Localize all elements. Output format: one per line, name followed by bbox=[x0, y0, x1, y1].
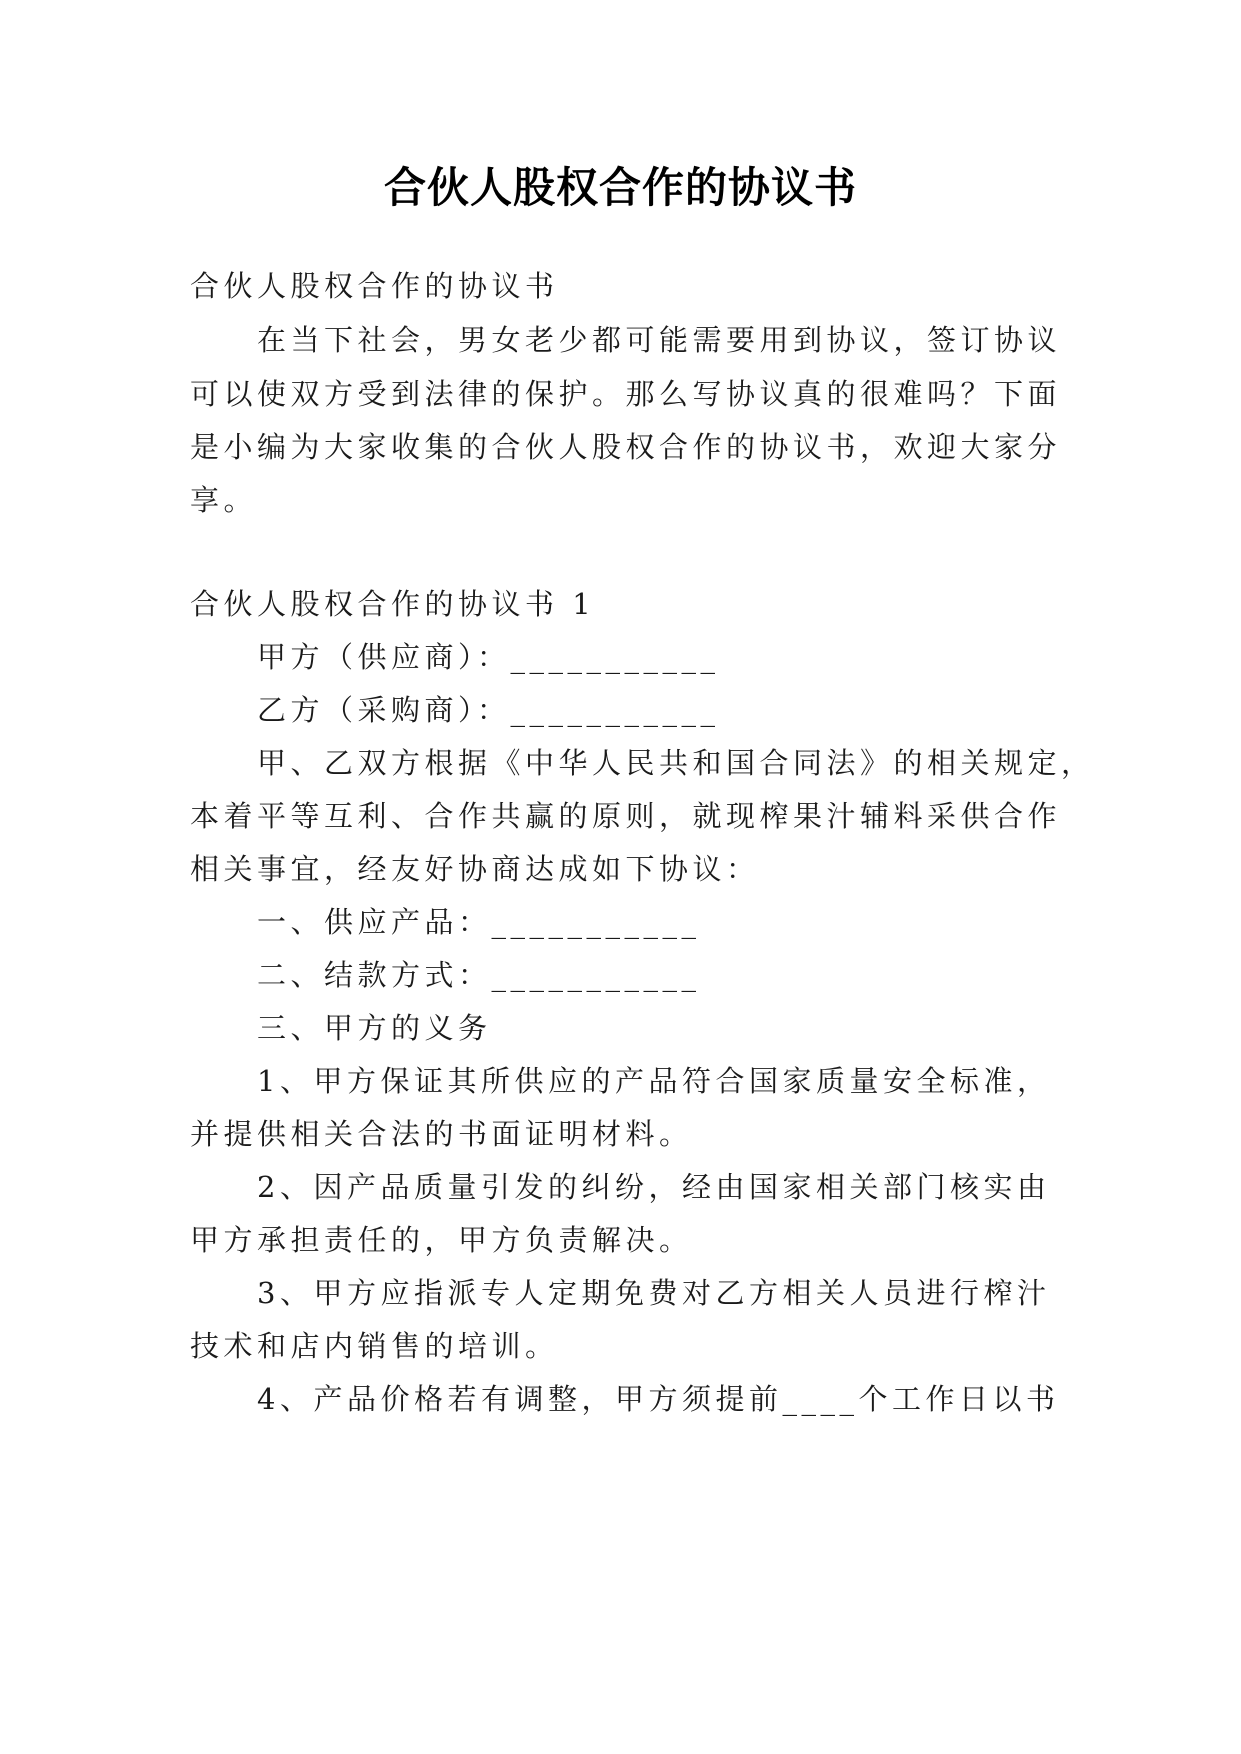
clause-party-a-obligations: 三、甲方的义务 bbox=[257, 1011, 492, 1045]
intro-paragraph-line: 是小编为大家收集的合伙人股权合作的协议书，欢迎大家分 bbox=[190, 430, 1062, 464]
obligation-item-line: 3、甲方应指派专人定期免费对乙方相关人员进行榨汁 bbox=[257, 1276, 1051, 1310]
obligation-item-line: 1、甲方保证其所供应的产品符合国家质量安全标准， bbox=[257, 1064, 1051, 1098]
party-a-line: 甲方（供应商）：___________ bbox=[257, 640, 720, 674]
preamble-line: 相关事宜，经友好协商达成如下协议： bbox=[190, 852, 760, 886]
party-b-line: 乙方（采购商）：___________ bbox=[257, 693, 720, 727]
obligation-item-line: 2、因产品质量引发的纠纷，经由国家相关部门核实由 bbox=[257, 1170, 1051, 1204]
document-title: 合伙人股权合作的协议书 bbox=[383, 163, 857, 212]
obligation-item-line: 并提供相关合法的书面证明材料。 bbox=[190, 1117, 693, 1151]
intro-paragraph-line: 享。 bbox=[190, 483, 258, 517]
clause-payment-method: 二、结款方式：___________ bbox=[257, 958, 701, 992]
agreement-heading: 合伙人股权合作的协议书 1 bbox=[190, 587, 596, 621]
obligation-item-line: 4、产品价格若有调整，甲方须提前____个工作日以书 bbox=[257, 1382, 1060, 1416]
preamble-line: 甲、乙双方根据《中华人民共和国合同法》的相关规定， bbox=[257, 746, 1095, 780]
intro-paragraph-line: 在当下社会，男女老少都可能需要用到协议，签订协议 bbox=[257, 323, 1062, 357]
preamble-line: 本着平等互利、合作共赢的原则，就现榨果汁辅料采供合作 bbox=[190, 799, 1062, 833]
intro-paragraph-line: 可以使双方受到法律的保护。那么写协议真的很难吗？下面 bbox=[190, 377, 1062, 411]
clause-supply-product: 一、供应产品：___________ bbox=[257, 905, 701, 939]
obligation-item-line: 甲方承担责任的，甲方负责解决。 bbox=[190, 1223, 693, 1257]
section-heading: 合伙人股权合作的协议书 bbox=[190, 269, 559, 303]
obligation-item-line: 技术和店内销售的培训。 bbox=[190, 1329, 559, 1363]
